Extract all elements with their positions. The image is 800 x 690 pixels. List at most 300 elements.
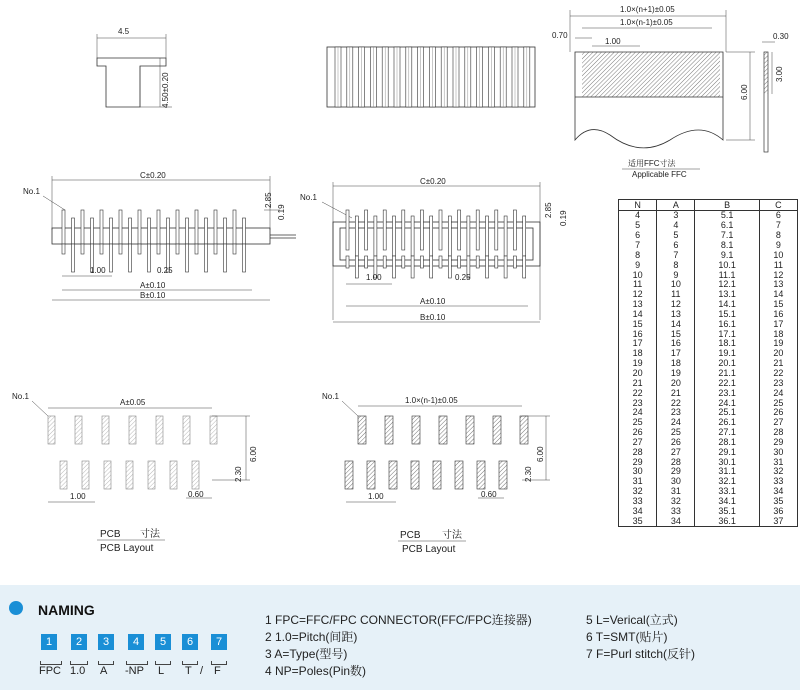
table-cell: 36: [759, 506, 797, 516]
pin-tail: [72, 244, 75, 272]
pcb-layout-right: [322, 392, 550, 555]
ffc-height-dim: 6.00: [740, 84, 749, 100]
table-row: [619, 437, 798, 447]
table-row: [619, 240, 798, 250]
table-cell: 30.1: [695, 457, 759, 467]
pcb-pad: [82, 461, 89, 489]
table-cell: 7: [619, 240, 657, 250]
table-cell: 11: [759, 260, 797, 270]
pitch-dim: 1.00: [368, 492, 384, 501]
pin-tail: [186, 244, 189, 272]
table-cell: 17: [759, 319, 797, 329]
table-cell: 32: [657, 496, 695, 506]
table-cell: 16.1: [695, 319, 759, 329]
pin: [402, 210, 405, 250]
table-cell: 25.1: [695, 408, 759, 418]
table-cell: 13.1: [695, 290, 759, 300]
pin-tail: [81, 244, 84, 254]
code-type: A: [100, 665, 108, 677]
no1-label: No.1: [300, 193, 317, 202]
table-cell: 4: [619, 210, 657, 220]
table-cell: 26: [619, 427, 657, 437]
table-row: [619, 447, 798, 457]
table-cell: 28: [759, 427, 797, 437]
table-cell: 6: [619, 231, 657, 241]
table-cell: 11.1: [695, 270, 759, 280]
table-cell: 17: [619, 339, 657, 349]
table-cell: 24: [619, 408, 657, 418]
bullet-icon: [9, 601, 23, 615]
pin: [186, 218, 189, 244]
pcb-pad: [367, 461, 375, 489]
table-cell: 11: [619, 280, 657, 290]
ffc-contact-dim: 3.00: [775, 66, 784, 82]
table-cell: 18: [759, 329, 797, 339]
pin-tail: [355, 256, 358, 278]
pin-tail: [129, 244, 132, 272]
pcb-pad: [170, 461, 177, 489]
pcb-pad: [60, 461, 67, 489]
pcb-caption-cn: 寸法: [442, 530, 462, 541]
pin-tail: [504, 256, 507, 278]
table-cell: 23: [759, 378, 797, 388]
pcb-caption: PCB: [100, 529, 121, 540]
pcb-pad: [411, 461, 419, 489]
pcb-pad: [192, 461, 199, 489]
table-cell: 8: [759, 231, 797, 241]
table-cell: 15: [759, 299, 797, 309]
table-cell: 29: [657, 467, 695, 477]
height-dim: 6.00: [536, 446, 545, 462]
table-cell: 30: [619, 467, 657, 477]
pin: [148, 218, 151, 244]
table-cell: 19: [759, 339, 797, 349]
code-smt: T: [185, 665, 192, 677]
pitch-dim: 1.00: [90, 266, 106, 275]
code-poles: -NP: [125, 665, 144, 677]
pin-tail: [214, 244, 217, 254]
table-cell: 18: [657, 359, 695, 369]
pin: [411, 216, 414, 256]
ffc-drawing: [552, 5, 789, 179]
table-cell: 8: [619, 250, 657, 260]
pin-tail: [176, 244, 179, 254]
pin: [129, 218, 132, 244]
table-cell: 22: [759, 368, 797, 378]
table-cell: 15: [657, 329, 695, 339]
code-separator: /: [200, 665, 204, 677]
table-cell: 25: [759, 398, 797, 408]
table-cell: 33: [657, 506, 695, 516]
pad-length-dim: 2.30: [524, 466, 533, 482]
a-dim: 1.0×(n-1)±0.05: [405, 396, 458, 405]
pin: [72, 218, 75, 244]
connector-front-view: [327, 47, 535, 107]
table-cell: 30: [759, 447, 797, 457]
table-cell: 31: [619, 477, 657, 487]
naming-desc-7: 7 F=Purl stitch(反针): [586, 647, 696, 661]
pin: [176, 210, 179, 244]
table-cell: 31.1: [695, 467, 759, 477]
table-cell: 36.1: [695, 516, 759, 526]
ffc-caption-cn: 适用FFC寸法: [628, 159, 676, 168]
table-cell: 16: [759, 309, 797, 319]
table-cell: 14.1: [695, 299, 759, 309]
table-cell: 30: [657, 477, 695, 487]
pin-tail: [346, 256, 349, 268]
table-row: [619, 457, 798, 467]
b-dim: B±0.10: [140, 291, 166, 300]
pin-tail: [439, 256, 442, 268]
pin-tail: [148, 244, 151, 272]
pitch-dim: 1.00: [366, 273, 382, 282]
table-cell: 18.1: [695, 339, 759, 349]
naming-box-1: 1: [41, 634, 57, 650]
table-cell: 18: [619, 349, 657, 359]
pin: [214, 210, 217, 244]
table-cell: 12: [619, 290, 657, 300]
table-header-row: [619, 200, 798, 211]
table-cell: 37: [759, 516, 797, 526]
table-cell: 34.1: [695, 496, 759, 506]
h2-dim: 0.19: [559, 210, 568, 226]
side-height-dim: 4.50±0.20: [161, 72, 170, 108]
pcb-pad: [126, 461, 133, 489]
pcb-pad: [385, 416, 393, 444]
table-cell: 9: [619, 260, 657, 270]
pcb-pad: [389, 461, 397, 489]
pin: [439, 210, 442, 250]
table-cell: 26: [759, 408, 797, 418]
table-cell: 17.1: [695, 329, 759, 339]
pin-dimension-table: [618, 199, 798, 527]
table-cell: 19: [657, 368, 695, 378]
table-cell: 15: [619, 319, 657, 329]
table-header-cell: N: [619, 200, 657, 211]
pin-tail: [458, 256, 461, 268]
table-cell: 5: [657, 231, 695, 241]
table-cell: 15.1: [695, 309, 759, 319]
pcb-pad: [156, 416, 163, 444]
table-row: [619, 299, 798, 309]
table-cell: 6: [657, 240, 695, 250]
table-row: [619, 329, 798, 339]
table-row: [619, 231, 798, 241]
pin-tail: [157, 244, 160, 254]
pcb-pad: [102, 416, 109, 444]
table-cell: 23: [619, 398, 657, 408]
pin-tail: [110, 244, 113, 272]
h1-dim: 2.85: [544, 202, 553, 218]
ffc-thickness-dim: 0.30: [773, 32, 789, 41]
height-dim: 6.00: [249, 446, 258, 462]
pin-tail: [393, 256, 396, 278]
table-header-cell: B: [695, 200, 759, 211]
table-row: [619, 506, 798, 516]
pcb-pad: [433, 461, 441, 489]
pin-tail: [402, 256, 405, 268]
table-row: [619, 339, 798, 349]
pin: [110, 218, 113, 244]
table-cell: 35: [619, 516, 657, 526]
table-cell: 7: [657, 250, 695, 260]
naming-title: NAMING: [38, 602, 95, 618]
table-cell: 16: [619, 329, 657, 339]
table-cell: 5: [619, 221, 657, 231]
table-cell: 12.1: [695, 280, 759, 290]
table-cell: 4: [657, 221, 695, 231]
table-row: [619, 388, 798, 398]
table-cell: 19.1: [695, 349, 759, 359]
table-cell: 34: [759, 486, 797, 496]
table-cell: 28: [619, 447, 657, 457]
table-row: [619, 280, 798, 290]
pcb-pad: [412, 416, 420, 444]
table-cell: 17: [657, 349, 695, 359]
pin: [91, 218, 94, 244]
pin-tail: [495, 256, 498, 268]
table-cell: 21: [657, 388, 695, 398]
table-cell: 24.1: [695, 398, 759, 408]
pcb-pad: [104, 461, 111, 489]
pin-tail: [365, 256, 368, 268]
pin: [486, 216, 489, 256]
table-header-cell: C: [759, 200, 797, 211]
table-cell: 14: [619, 309, 657, 319]
pcb-pad: [48, 416, 55, 444]
ffc-total-dim: 1.0×(n+1)±0.05: [620, 5, 675, 14]
pcb-pad: [499, 461, 507, 489]
naming-box-4: 4: [128, 634, 144, 650]
pin-tail: [233, 244, 236, 254]
pin: [167, 218, 170, 244]
pad-length-dim: 2.30: [234, 466, 243, 482]
pcb-pad: [75, 416, 82, 444]
pin: [430, 216, 433, 256]
side-width-dim: 4.5: [118, 27, 130, 36]
table-row: [619, 378, 798, 388]
table-cell: 28.1: [695, 437, 759, 447]
table-row: [619, 467, 798, 477]
table-cell: 23: [657, 408, 695, 418]
pin-tail: [205, 244, 208, 272]
table-cell: 28: [657, 457, 695, 467]
pcb-pad: [358, 416, 366, 444]
table-row: [619, 290, 798, 300]
table-cell: 10: [619, 270, 657, 280]
pin: [476, 210, 479, 250]
table-cell: 19: [619, 359, 657, 369]
pcb-pad: [148, 461, 155, 489]
side-view: [97, 27, 172, 108]
table-cell: 24: [759, 388, 797, 398]
table-row: [619, 427, 798, 437]
a-dim: A±0.10: [420, 297, 446, 306]
pin: [504, 216, 507, 256]
naming-desc-4: 4 NP=Poles(Pin数): [265, 664, 367, 678]
pitch-dim: 1.00: [70, 492, 86, 501]
code-fpc: FPC: [39, 665, 61, 677]
table-cell: 13: [759, 280, 797, 290]
pin-tail: [411, 256, 414, 278]
pin-width-dim: 0.25: [157, 266, 173, 275]
pin-tail: [224, 244, 227, 272]
table-cell: 33: [759, 477, 797, 487]
pin-tail: [119, 244, 122, 254]
table-cell: 26: [657, 437, 695, 447]
table-cell: 14: [759, 290, 797, 300]
table-cell: 33: [619, 496, 657, 506]
table-cell: 25: [619, 418, 657, 428]
table-cell: 29.1: [695, 447, 759, 457]
table-cell: 10: [759, 250, 797, 260]
h2-dim: 0.19: [277, 204, 286, 220]
pin-tail: [430, 256, 433, 278]
pin: [355, 216, 358, 256]
pin: [420, 210, 423, 250]
pin-tail: [383, 256, 386, 268]
table-cell: 26.1: [695, 418, 759, 428]
pcb-pad: [129, 416, 136, 444]
pin: [243, 218, 246, 244]
table-body: [619, 210, 798, 526]
pcb-caption-cn: 寸法: [140, 529, 160, 540]
table-cell: 29: [619, 457, 657, 467]
table-cell: 11: [657, 290, 695, 300]
pin: [448, 216, 451, 256]
table-cell: 32: [619, 486, 657, 496]
naming-box-5: 5: [155, 634, 171, 650]
h1-dim: 2.85: [264, 192, 273, 208]
table-cell: 23.1: [695, 388, 759, 398]
table-cell: 35: [759, 496, 797, 506]
table-cell: 27.1: [695, 427, 759, 437]
c-dim: C±0.20: [420, 177, 446, 186]
pin: [383, 210, 386, 250]
pcb-pad: [493, 416, 501, 444]
ffc-inner-dim: 1.0×(n-1)±0.05: [620, 18, 673, 27]
pin: [523, 216, 526, 256]
table-row: [619, 408, 798, 418]
table-cell: 34: [657, 516, 695, 526]
pin-width-dim: 0.25: [455, 273, 471, 282]
pin: [157, 210, 160, 244]
naming-desc-3: 3 A=Type(型号): [265, 647, 348, 661]
pin: [393, 216, 396, 256]
pin-tail: [195, 244, 198, 254]
table-cell: 6: [759, 210, 797, 220]
b-dim: B±0.10: [420, 313, 446, 322]
pin: [374, 216, 377, 256]
naming-desc-1: 1 FPC=FFC/FPC CONNECTOR(FFC/FPC连接器): [265, 613, 532, 627]
no1-label: No.1: [12, 392, 29, 401]
table-cell: 5.1: [695, 210, 759, 220]
ffc-margin-dim: 0.70: [552, 31, 568, 40]
connector-top-view-left: [23, 171, 296, 300]
a-dim: A±0.05: [120, 398, 146, 407]
pin-tail: [476, 256, 479, 268]
naming-desc-2: 2 1.0=Pitch(间距): [265, 630, 358, 644]
table-row: [619, 349, 798, 359]
table-cell: 35.1: [695, 506, 759, 516]
table-row: [619, 477, 798, 487]
pin-tail: [486, 256, 489, 278]
table-cell: 27: [619, 437, 657, 447]
table-cell: 9.1: [695, 250, 759, 260]
connector-top-view-right: [300, 177, 568, 322]
table-cell: 22: [619, 388, 657, 398]
naming-desc-6: 6 T=SMT(贴片): [586, 630, 668, 644]
pin-tail: [420, 256, 423, 268]
code-purl: F: [214, 665, 221, 677]
table-cell: 20: [657, 378, 695, 388]
table-cell: 24: [657, 418, 695, 428]
naming-box-3: 3: [98, 634, 114, 650]
pin: [62, 210, 65, 244]
pin-tail: [62, 244, 65, 254]
table-row: [619, 368, 798, 378]
pin-tail: [513, 256, 516, 268]
pcb-layout-left: [12, 392, 258, 554]
table-cell: 10: [657, 280, 695, 290]
pin-tail: [138, 244, 141, 254]
c-dim: C±0.20: [140, 171, 166, 180]
table-cell: 25: [657, 427, 695, 437]
pin: [195, 210, 198, 244]
pin: [513, 210, 516, 250]
no1-label: No.1: [322, 392, 339, 401]
table-cell: 6.1: [695, 221, 759, 231]
table-cell: 27: [657, 447, 695, 457]
pin-tail: [100, 244, 103, 254]
table-cell: 33.1: [695, 486, 759, 496]
pin-tail: [448, 256, 451, 278]
pcb-pad: [520, 416, 528, 444]
table-cell: 10.1: [695, 260, 759, 270]
table-cell: 21.1: [695, 368, 759, 378]
table-cell: 16: [657, 339, 695, 349]
pcb-pad: [466, 416, 474, 444]
pcb-pad: [439, 416, 447, 444]
pad-width-dim: 0.60: [188, 490, 204, 499]
table-row: [619, 221, 798, 231]
table-cell: 21: [619, 378, 657, 388]
table-row: [619, 516, 798, 526]
pin: [467, 216, 470, 256]
table-cell: 9: [759, 240, 797, 250]
table-cell: 32.1: [695, 477, 759, 487]
naming-box-7: 7: [211, 634, 227, 650]
table-row: [619, 359, 798, 369]
pcb-pad: [455, 461, 463, 489]
table-cell: 22.1: [695, 378, 759, 388]
naming-box-6: 6: [182, 634, 198, 650]
pin: [458, 210, 461, 250]
table-row: [619, 496, 798, 506]
code-pitch: 1.0: [70, 665, 86, 677]
pcb-pad: [210, 416, 217, 444]
table-row: [619, 270, 798, 280]
pin: [81, 210, 84, 244]
table-row: [619, 210, 798, 220]
table-cell: 3: [657, 210, 695, 220]
pcb-layout-caption: PCB Layout: [402, 544, 456, 555]
pin: [224, 218, 227, 244]
pin: [138, 210, 141, 244]
pin: [346, 210, 349, 250]
table-cell: 20: [759, 349, 797, 359]
table-row: [619, 260, 798, 270]
